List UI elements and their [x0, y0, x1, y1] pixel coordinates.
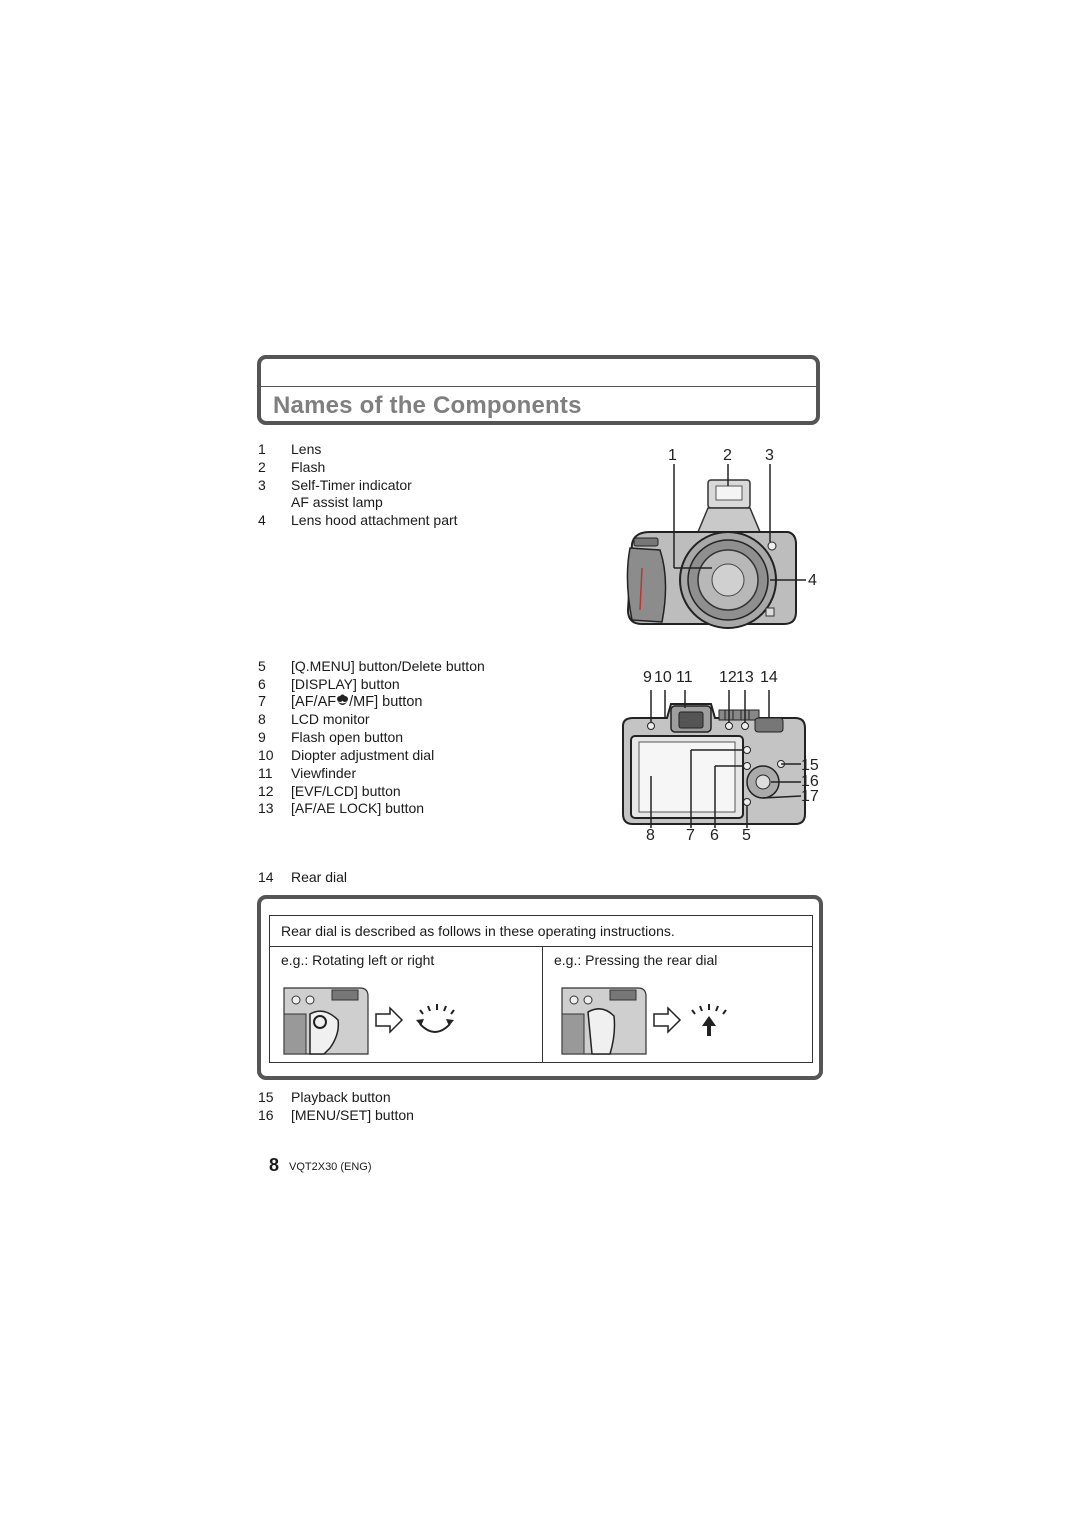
list-item: 6 [DISPLAY] button — [258, 675, 400, 692]
title-box — [257, 355, 820, 425]
list-item: 15 Playback button — [258, 1089, 391, 1105]
callout-2: 2 — [723, 447, 732, 464]
rear-parts-list — [258, 658, 598, 818]
list-item: 7 [AF/AF /MF] button — [258, 693, 423, 710]
callout-13: 13 — [736, 669, 754, 686]
callout-8: 8 — [646, 827, 655, 844]
callout-9: 9 — [643, 669, 652, 686]
macro-flower-icon — [336, 694, 349, 707]
front-parts-list — [258, 441, 588, 530]
page-title: Names of the Components — [273, 392, 582, 419]
list-item: 5 [Q.MENU] button/Delete button — [258, 658, 485, 674]
press-dial-illustration — [558, 984, 738, 1056]
callout-10: 10 — [654, 669, 672, 686]
rear-dial-table — [269, 915, 813, 1063]
list-item: 2 Flash — [258, 458, 326, 475]
doc-code: VQT2X30 (ENG) — [289, 1161, 372, 1173]
list-item-sub: AF assist lamp — [291, 494, 383, 511]
list-item: 13 [AF/AE LOCK] button — [258, 800, 425, 817]
callout-5: 5 — [742, 827, 751, 844]
callout-3: 3 — [765, 447, 774, 464]
callout-17: 17 — [801, 788, 819, 805]
title-rule — [261, 386, 816, 387]
callout-7: 7 — [686, 827, 695, 844]
table-divider — [542, 946, 543, 1062]
rear-dial-box — [257, 895, 823, 1080]
rotate-dial-illustration — [280, 984, 460, 1056]
callout-4: 4 — [808, 572, 817, 589]
press-example-label: e.g.: Pressing the rear dial — [554, 952, 718, 968]
bottom-parts-list — [258, 1089, 558, 1125]
callout-12: 12 — [719, 669, 737, 686]
callout-15: 15 — [801, 757, 819, 774]
rear-dial-description: Rear dial is described as follows in these operating instructions. — [270, 916, 812, 947]
list-item: 4 Lens hood attachment part — [258, 512, 458, 529]
list-item: 12 [EVF/LCD] button — [258, 782, 401, 799]
list-item: 9 Flash open button — [258, 729, 404, 746]
callout-16: 16 — [801, 773, 819, 790]
callout-1: 1 — [668, 447, 677, 464]
list-item: 3 Self-Timer indicator — [258, 476, 412, 493]
camera-front-illustration — [620, 440, 830, 635]
list-item: 11 Viewfinder — [258, 764, 357, 781]
list-item: 16 [MENU/SET] button — [258, 1106, 414, 1123]
callout-11: 11 — [676, 669, 693, 686]
list-item: 10 Diopter adjustment dial — [258, 746, 435, 763]
list-item: 8 LCD monitor — [258, 711, 370, 728]
callout-14: 14 — [760, 669, 778, 686]
rear-dial-item: 14 Rear dial — [258, 869, 348, 885]
rotate-example-label: e.g.: Rotating left or right — [281, 952, 435, 968]
callout-6: 6 — [710, 827, 719, 844]
page-number: 8 — [269, 1155, 280, 1175]
camera-rear-illustration — [615, 690, 825, 830]
list-item: 1 Lens — [258, 441, 322, 457]
